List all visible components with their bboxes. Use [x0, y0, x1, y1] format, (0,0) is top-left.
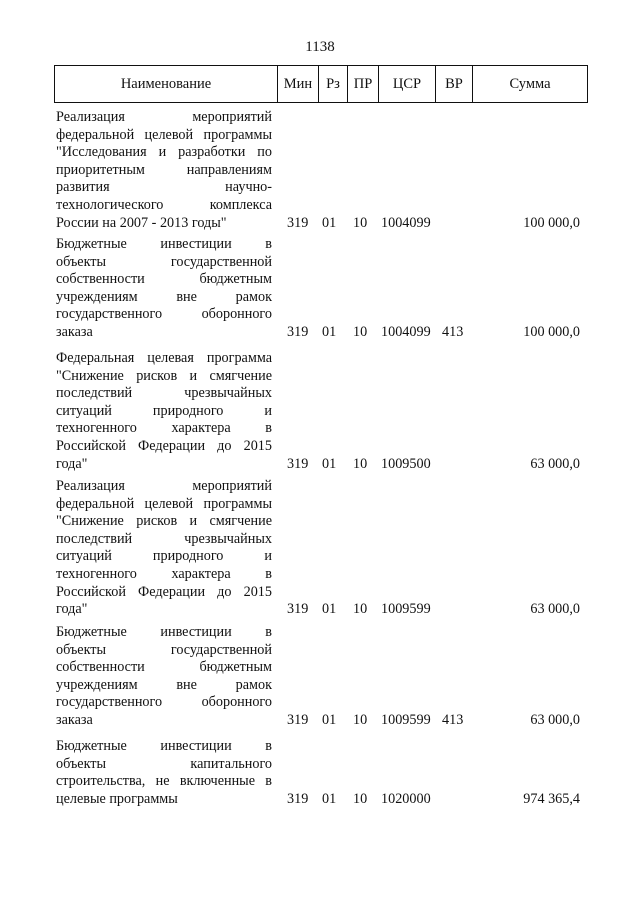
row-min: 319 — [287, 214, 309, 231]
row-name-line: Российской Федерации до 2015 — [56, 437, 272, 454]
row-name-line: объекты государственной — [56, 641, 272, 658]
row-pr: 10 — [353, 790, 368, 807]
row-name-line: России на 2007 - 2013 годы" — [56, 214, 227, 231]
row-name-line: федеральной целевой программы — [56, 126, 272, 143]
row-name-line: объекты капитального — [56, 755, 272, 772]
row-name-line: ситуаций природного и — [56, 548, 272, 565]
row-pr: 10 — [353, 712, 368, 728]
header-rz: Рз — [318, 66, 347, 102]
table-header — [54, 65, 588, 103]
row-csr: 1020000 — [381, 790, 431, 807]
row-rz: 01 — [322, 455, 337, 472]
row-name — [56, 624, 272, 730]
row-csr: 1009599 — [381, 712, 431, 728]
row-name-line: строительства, не включенные в — [56, 773, 272, 790]
row-min: 319 — [287, 790, 309, 807]
row-name-line: заказа — [56, 711, 93, 728]
row-csr: 1004099 — [381, 214, 431, 231]
row-sum: 63 000,0 — [530, 455, 580, 472]
row-name-line: ситуаций природного и — [56, 402, 272, 419]
row-min: 319 — [287, 601, 309, 618]
row-name-line: техногенного характера в — [56, 565, 272, 582]
row-pr: 10 — [353, 601, 368, 618]
row-name-line: целевые программы — [56, 790, 178, 807]
header-name: Наименование — [120, 76, 212, 92]
row-pr: 10 — [353, 214, 368, 231]
header-vr: ВР — [435, 66, 472, 102]
row-name-line: года" — [56, 455, 88, 472]
row-name-line: "Исследования и разработки по — [56, 144, 272, 161]
header-sum: Сумма — [472, 66, 587, 102]
row-name-line: заказа — [56, 323, 93, 340]
row-name-line: Реализация мероприятий — [56, 109, 272, 125]
row-vr: 413 — [442, 324, 464, 340]
row-name-line: последствий чрезвычайных — [56, 530, 272, 547]
row-name-line: технологического комплекса — [56, 196, 272, 213]
row-csr: 1009599 — [381, 601, 431, 618]
row-name-line: "Снижение рисков и смягчение — [56, 367, 272, 384]
row-name-line: федеральной целевой программы — [56, 495, 272, 512]
row-name — [56, 738, 272, 808]
row-name-line: Бюджетные инвестиции в — [56, 738, 272, 754]
row-name-line: приоритетным направлениям — [56, 161, 272, 178]
row-name-line: Бюджетные инвестиции в — [56, 236, 272, 252]
row-name-line: Российской Федерации до 2015 — [56, 583, 272, 600]
row-name-line: техногенного характера в — [56, 420, 272, 437]
row-sum: 63 000,0 — [530, 601, 580, 618]
row-name-line: развития научно- — [56, 179, 272, 196]
row-rz: 01 — [322, 324, 337, 340]
row-name-line: Реализация мероприятий — [56, 478, 272, 494]
row-sum: 974 365,4 — [523, 790, 580, 807]
row-name-line: Федеральная целевая программа — [56, 350, 272, 366]
row-rz: 01 — [322, 601, 337, 618]
row-name-line: учреждениям вне рамок — [56, 676, 272, 693]
row-min: 319 — [287, 324, 309, 340]
row-sum: 100 000,0 — [523, 214, 580, 231]
row-name-line: "Снижение рисков и смягчение — [56, 513, 272, 530]
row-min: 319 — [287, 712, 309, 728]
row-name-line: объекты государственной — [56, 253, 272, 270]
page-number: 1138 — [305, 39, 335, 55]
row-vr: 413 — [442, 712, 464, 728]
header-pr: ПР — [347, 66, 378, 102]
header-csr: ЦСР — [378, 66, 435, 102]
header-min: Мин — [277, 66, 318, 102]
row-name-line: учреждениям вне рамок — [56, 288, 272, 305]
row-name-line: государственного оборонного — [56, 306, 272, 323]
row-name-line: последствий чрезвычайных — [56, 385, 272, 402]
row-rz: 01 — [322, 790, 337, 807]
row-pr: 10 — [353, 324, 368, 340]
row-name-line: собственности бюджетным — [56, 271, 272, 288]
row-name — [56, 236, 272, 342]
row-csr: 1004099 — [381, 324, 431, 340]
row-rz: 01 — [322, 214, 337, 231]
row-name-line: государственного оборонного — [56, 694, 272, 711]
row-csr: 1009500 — [381, 455, 431, 472]
row-name — [56, 350, 272, 473]
row-sum: 63 000,0 — [530, 712, 580, 728]
row-name-line: Бюджетные инвестиции в — [56, 624, 272, 640]
row-name — [56, 109, 272, 232]
row-min: 319 — [287, 455, 309, 472]
row-sum: 100 000,0 — [523, 324, 580, 340]
row-pr: 10 — [353, 455, 368, 472]
row-name — [56, 478, 272, 619]
row-name-line: года" — [56, 601, 88, 618]
row-rz: 01 — [322, 712, 337, 728]
row-name-line: собственности бюджетным — [56, 659, 272, 676]
